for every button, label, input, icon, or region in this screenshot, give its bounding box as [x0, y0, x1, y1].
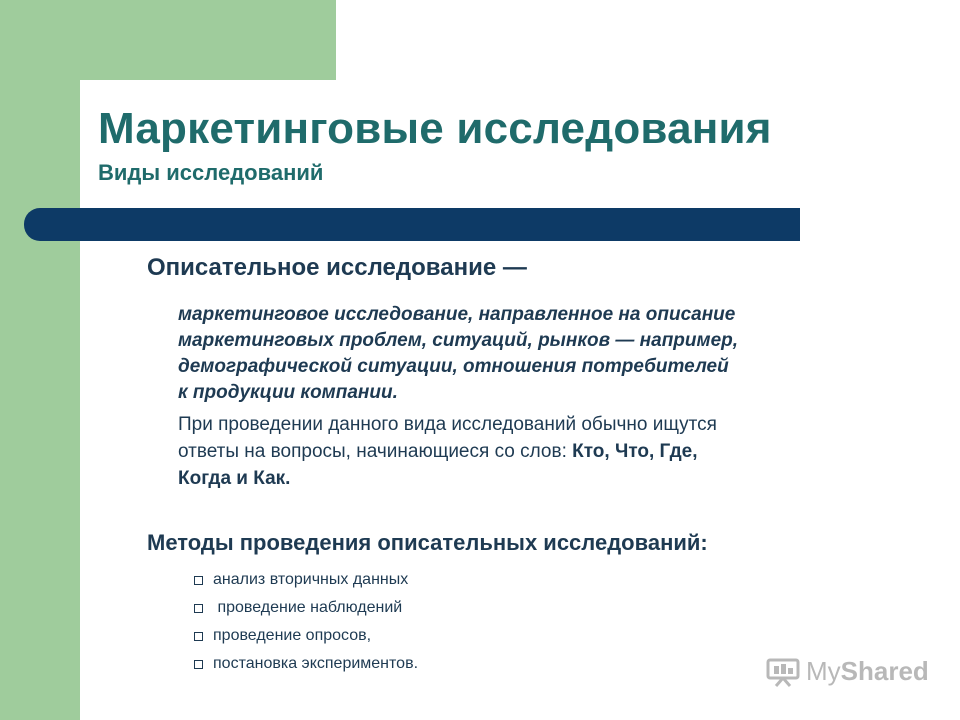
- watermark-shared: Shared: [840, 656, 929, 686]
- checkbox-bullet-icon: [194, 660, 203, 669]
- definition-line: маркетинговое исследование, направленное на описание: [178, 304, 736, 325]
- paragraph-questions: Кто, Что, Где,: [572, 441, 698, 462]
- checkbox-bullet-icon: [194, 632, 203, 641]
- definition-line: демографической ситуации, отношения потребителей: [178, 356, 729, 377]
- paragraph-line: ответы на вопросы, начинающиеся со слов:: [178, 441, 567, 462]
- list-item-label: проведение опросов,: [213, 627, 372, 644]
- myshared-watermark: [766, 656, 929, 687]
- list-item-label: постановка экспериментов.: [213, 655, 419, 672]
- checkbox-bullet-icon: [194, 604, 203, 613]
- definition-text: [178, 302, 898, 406]
- definition-line: к продукции компании.: [178, 382, 398, 403]
- list-item: [194, 594, 418, 622]
- list-item: [194, 650, 418, 678]
- section-heading: Описательное исследование —: [147, 254, 527, 281]
- paragraph-line: При проведении данного вида исследований обычно ищутся: [178, 414, 717, 435]
- watermark-my: My: [806, 656, 841, 686]
- list-item-label: анализ вторичных данных: [213, 571, 409, 588]
- list-item: [194, 622, 418, 650]
- description-paragraph: [178, 411, 898, 492]
- definition-line: маркетинговых проблем, ситуаций, рынков — например,: [178, 330, 739, 351]
- methods-heading: Методы проведения описательных исследований:: [147, 530, 708, 555]
- slide-subtitle: Виды исследований: [98, 160, 324, 185]
- green-top-band: [0, 0, 336, 80]
- presentation-board-icon: [766, 657, 800, 687]
- title-divider-bar: [24, 208, 800, 241]
- list-item: [194, 566, 418, 594]
- methods-list: [194, 566, 418, 678]
- list-item-label: проведение наблюдений: [213, 599, 403, 616]
- green-left-band: [0, 80, 80, 720]
- checkbox-bullet-icon: [194, 576, 203, 585]
- watermark-text: [806, 656, 929, 687]
- paragraph-questions: Когда и Как.: [178, 468, 291, 489]
- slide-title: Маркетинговые исследования: [98, 104, 772, 153]
